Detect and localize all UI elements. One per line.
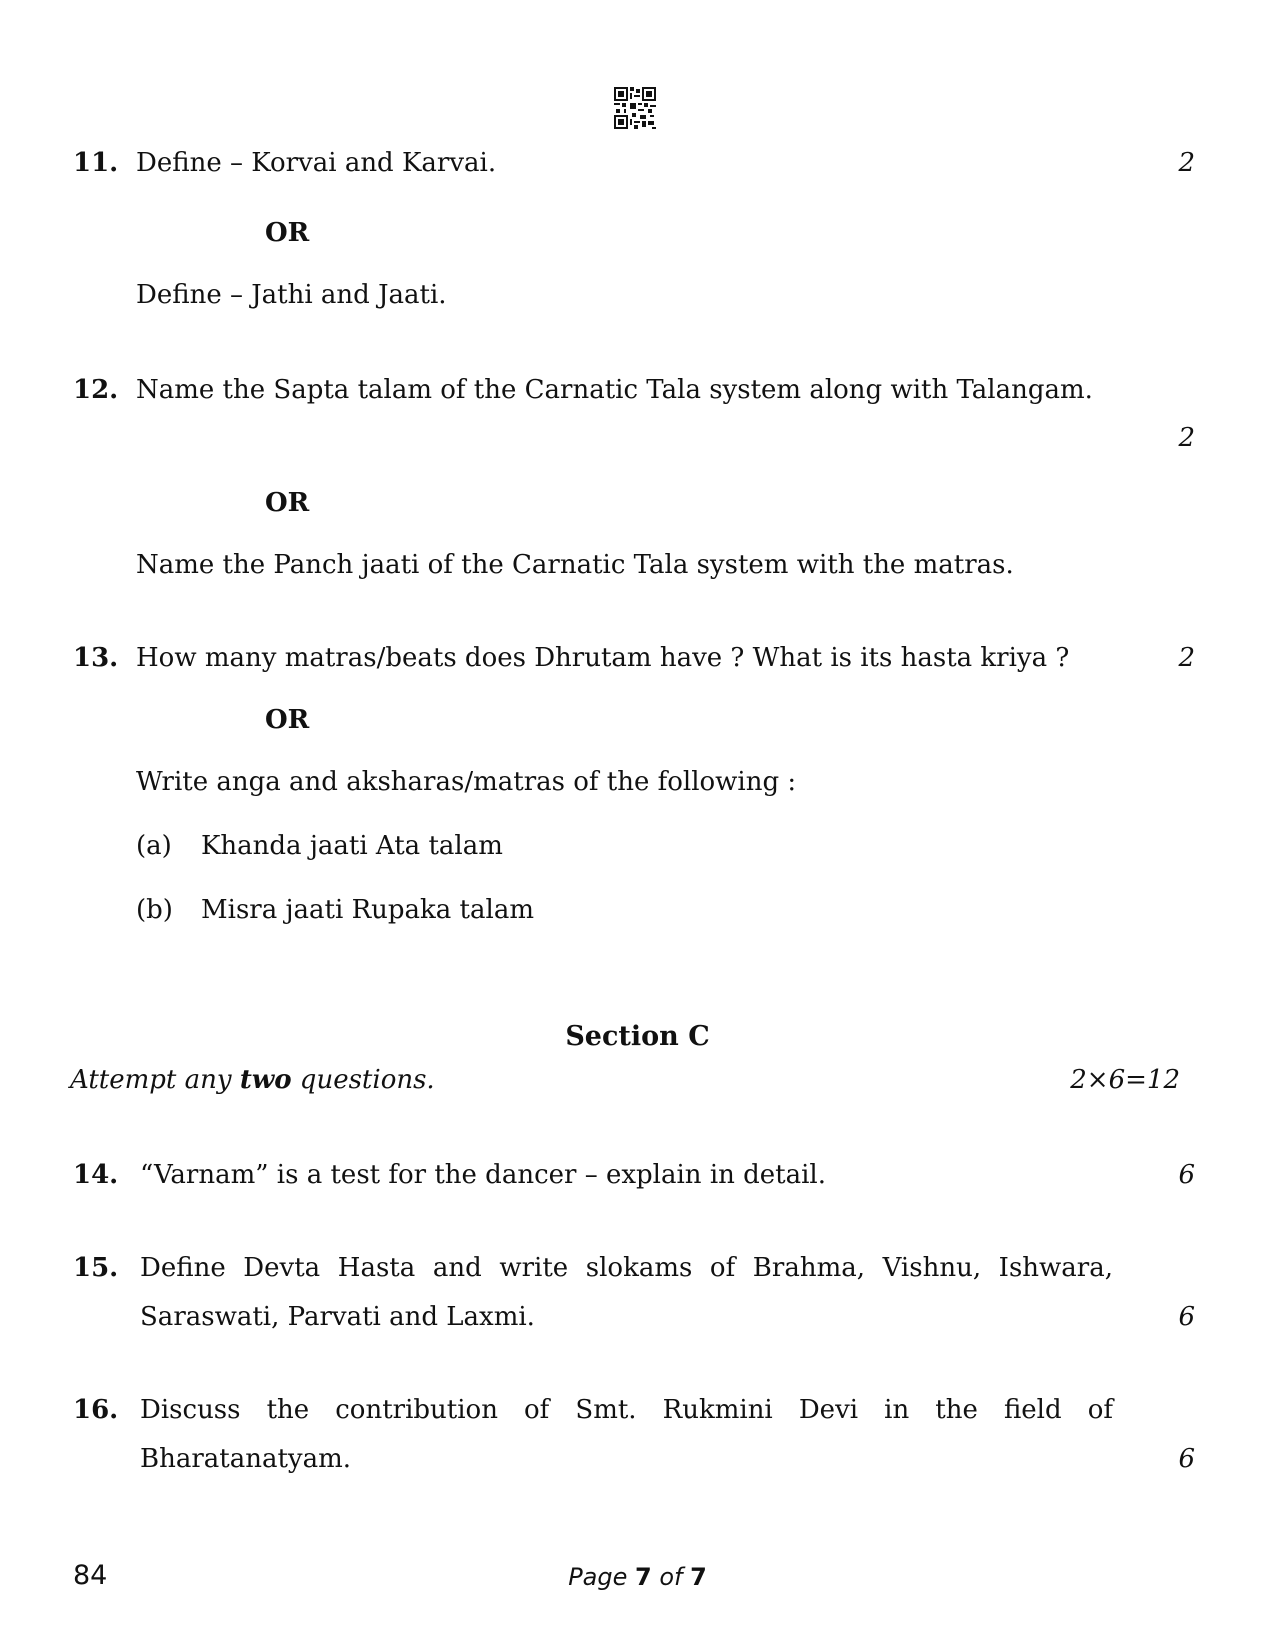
sub-item-label: (a): [136, 831, 172, 861]
question-number: 16.: [73, 1395, 119, 1425]
or-label: OR: [265, 705, 310, 735]
question-text-line: Discuss the contribution of Smt. Rukmini Devi in the field of: [140, 1395, 1113, 1425]
instruction-pre: Attempt any: [70, 1065, 240, 1095]
question-marks: 2: [1178, 148, 1195, 178]
section-title: Section C: [565, 1021, 710, 1052]
question-text-line: Saraswati, Parvati and Laxmi.: [140, 1302, 535, 1332]
question-alt-text: Name the Panch jaati of the Carnatic Tala system with the matras.: [136, 550, 1014, 580]
page-total: 7: [690, 1563, 707, 1591]
section-instruction: [70, 1065, 435, 1095]
page-number: [0, 1562, 1275, 1592]
question-number: 11.: [73, 148, 119, 178]
question-number: 13.: [73, 643, 119, 673]
qr-code-icon: [614, 87, 656, 129]
question-text: How many matras/beats does Dhrutam have ? What is its hasta kriya ?: [136, 643, 1070, 673]
question-number: 12.: [73, 375, 119, 405]
instruction-post: questions.: [291, 1065, 435, 1095]
question-text: “Varnam” is a test for the dancer – explain in detail.: [140, 1160, 827, 1190]
page-prefix: Page: [568, 1563, 635, 1591]
question-marks: 6: [1178, 1160, 1195, 1190]
question-marks: 2: [1178, 423, 1195, 453]
question-marks: 6: [1178, 1302, 1195, 1332]
paper-code: 84: [73, 1560, 108, 1591]
sub-item-label: (b): [136, 895, 173, 925]
question-alt-text: Write anga and aksharas/matras of the following :: [136, 767, 797, 797]
question-alt-text: Define – Jathi and Jaati.: [136, 280, 447, 310]
question-marks: 6: [1178, 1444, 1195, 1474]
question-number: 14.: [73, 1160, 119, 1190]
instruction-bold: two: [239, 1065, 292, 1095]
sub-item-text: Misra jaati Rupaka talam: [201, 895, 534, 925]
question-number: 15.: [73, 1253, 119, 1283]
page-of: of: [651, 1563, 691, 1591]
or-label: OR: [265, 488, 310, 518]
question-text-line: Define Devta Hasta and write slokams of Brahma, Vishnu, Ishwara,: [140, 1253, 1113, 1283]
question-text: Define – Korvai and Karvai.: [136, 148, 497, 178]
question-text: Name the Sapta talam of the Carnatic Tala system along with Talangam.: [136, 375, 1093, 405]
question-marks: 2: [1178, 643, 1195, 673]
question-text-line: Bharatanatyam.: [140, 1444, 352, 1474]
section-marks-formula: 2×6=12: [1070, 1065, 1180, 1095]
page-current: 7: [635, 1563, 652, 1591]
sub-item-text: Khanda jaati Ata talam: [201, 831, 503, 861]
or-label: OR: [265, 218, 310, 248]
